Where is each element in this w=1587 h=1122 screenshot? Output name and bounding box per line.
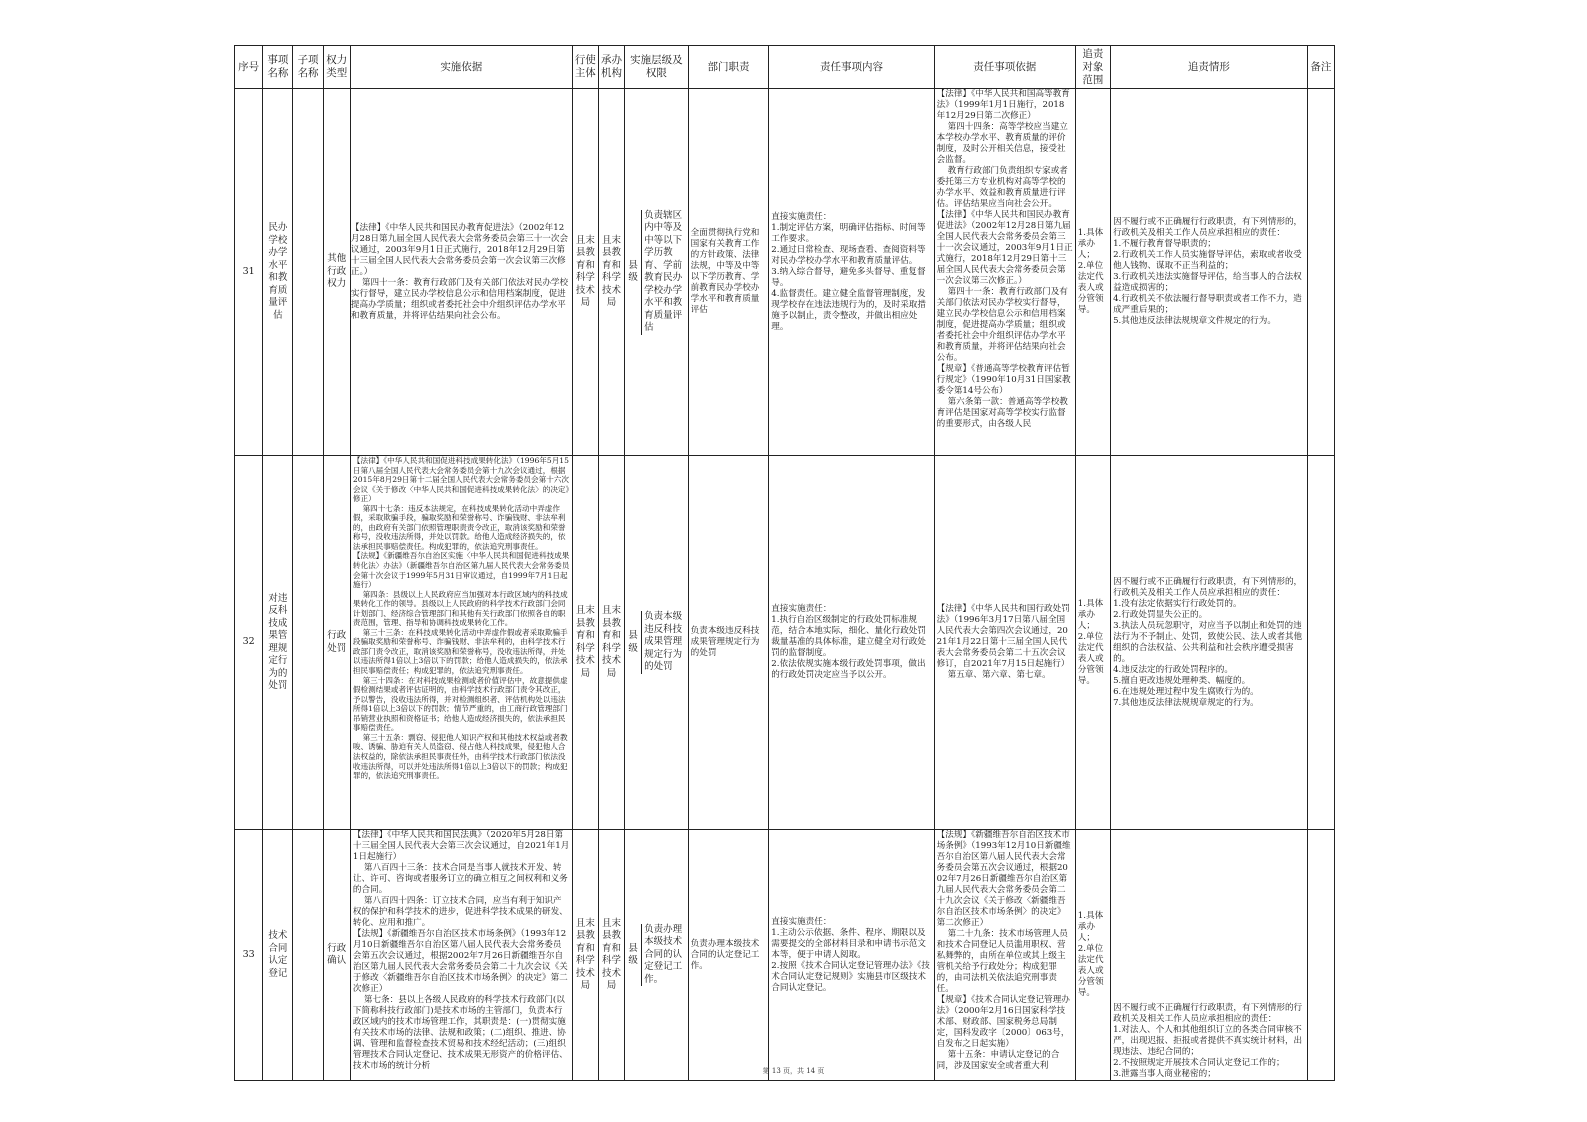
col-header-content-basis: 责任事项依据 (934, 46, 1075, 89)
handling-org: 且末县教育和科学技术局 (598, 456, 624, 830)
accountability-cases: 因不履行或不正确履行行政职责，有下列情形的，行政机关及相关工作人员应承担相应的责任： 1.不履行教育督导职责的； 2.行政机关工作人员实施督导评估，索取或者收受他人钱物、谋取不正当利益的； 3.行政机关违法实施督导评估，给当事人的合法权益造成损害的； 4.行政机关不依法履行督导职责或者工作不力，造成严重后果的； 5.其他违反法律法规规章文件规定的行为。 (1113, 217, 1303, 326)
item-name: 对违反科技成果管理规定行为的处罚 (263, 456, 293, 830)
col-header-duty: 部门职责 (688, 46, 769, 89)
table-row (235, 830, 1335, 1081)
header-row (235, 46, 1335, 89)
col-header-target: 追责对象范围 (1075, 46, 1110, 89)
responsibility-content: 直接实施责任： 1.主动公示依据、条件、程序、期限以及需要提交的全部材料目录和申请书示范文本等，便于申请人阅取。 2.按照《技术合同认定登记管理办法》《技术合同认定登记规则》实施县市区级技术合同认定登记。 (771, 916, 930, 993)
row-no: 31 (235, 89, 263, 456)
legal-basis: 【法律】《中华人民共和国促进科技成果转化法》（1996年5月15日第八届全国人民代表大会常务委员会第十九次会议通过，根据2015年8月29日第十二届全国人民代表大会常务委员会第十六次会议《关于修改〈中华人民共和国促进科技成果转化法〉的决定》修正） 第四十七条：违反本法规定，在科技成果转化活动中弄虚作假，采取欺骗手段，骗取奖励和荣誉称号、诈骗钱财、非法牟利的，由政府有关部门依照管理职责责令改正，取消该奖励和荣誉称号，没收违法所得，并处以罚款。给他人造成经济损失的，依法承担民事赔偿责任。构成犯罪的，依法追究刑事责任。 【法规】《新疆维吾尔自治区实施〈中华人民共和国促进科技成果转化法〉办法》（新疆维吾尔自治区第九届人民代表大会常务委员会第十次会议于1999年5月31日审议通过，自1999年7月1日起施行） 第四条：县级以上人民政府应当加强对本行政区域内的科技成果转化工作的领导。县级以上人民政府的科学技术行政部门会同计划部门、经济综合管理部门和其他有关行政部门依照各自的职责范围，管理、指导和协调科技成果转化工作。 第三十三条：在科技成果转化活动中弄虚作假或者采取欺骗手段骗取奖励和荣誉称号、诈骗钱财、非法牟利的，由科学技术行政部门责令改正，取消该奖励和荣誉称号，没收违法所得，并处以违法所得1倍以上3倍以下的罚款；给他人造成损失的，依法承担民事赔偿责任；构成犯罪的，依法追究刑事责任。 第三十四条：在对科技成果检测或者价值评估中，故意提供虚假检测结果或者评估证明的，由科学技术行政部门责令其改正，予以警告，没收违法所得，并对检测组织者、评估机构处以违法所得1倍以上3倍以下的罚款；情节严重的，由工商行政管理部门吊销营业执照和资格证书；给他人造成经济损失的，依法承担民事赔偿责任。 第三十五条：剽窃、侵犯他人知识产权和其他技术权益或者教唆、诱骗、胁迫有关人员盗窃、侵占他人科技成果，侵犯他人合法权益的，除依法承担民事责任外，由科学技术行政部门依法没收违法所得，可以并处违法所得1倍以上3倍以下的罚款；构成犯罪的，依法追究刑事责任。 (352, 456, 570, 781)
col-header-type: 权力类型 (323, 46, 350, 89)
responsibility-content: 直接实施责任： 1.制定评估方案，明确评估指标、时间等工作要求。 2.通过日常检查、现场查看、查阅资料等对民办学校办学水平和教育质量评估。 3.纳入综合督导，避免多头督导、重复督导。 4.监督责任。建立健全监督管理制度，发现学校存在违法违规行为的，及时采取措施予以制止，责令整改，并做出相应处理。 (771, 211, 926, 332)
executing-subject: 且末县教育和科学技术局 (572, 830, 598, 1081)
col-header-content: 责任事项内容 (769, 46, 934, 89)
col-header-sub: 子项名称 (293, 46, 323, 89)
row-no: 32 (235, 456, 263, 830)
sub-item-name (293, 830, 323, 1081)
accountability-cases: 因不履行或不正确履行行政职责，有下列情形的行政机关及相关工作人员应承担相应的责任： 1.对法人、个人和其他组织订立的各类合同审核不严，出现迟报、拒报或者提供不真实统计材料，出现违法、违纪合同的； 2.不按照规定开展技术合同认定登记工作的； 3.泄露当事人商业秘密的； (1113, 1003, 1303, 1079)
col-header-basis: 实施依据 (350, 46, 572, 89)
handling-org: 且末县教育和科学技术局 (598, 830, 624, 1081)
remark (1307, 830, 1334, 1081)
accountability-target: 1.具体承办人； 2.单位法定代表人或分管领导。 (1077, 911, 1104, 998)
col-header-subject: 行使主体 (572, 46, 598, 89)
legal-basis: 【法律】《中华人民共和国民法典》（2020年5月28日第十三届全国人民代表大会第三次会议通过，自2021年1月1日起施行） 第八百四十三条：技术合同是当事人就技术开发、转让、许可、咨询或者服务订立的确立相互之间权利和义务的合同。 第八百四十四条：订立技术合同，应当有利于知识产权的保护和科学技术的进步，促进科学技术成果的研发、转化、应用和推广。 【法规】《新疆维吾尔自治区技术市场条例》（1993年12月10日新疆维吾尔自治区第八届人民代表大会常务委员会第五次会议通过，根据2002年7月26日新疆维吾尔自治区第九届人民代表大会常务委员会第二十九次会议《关于修改〈新疆维吾尔自治区技术市场条例〉的决定》第二次修正） 第七条：县以上各级人民政府的科学技术行政部门(以下简称科技行政部门)是技术市场的主管部门，负责本行政区域内的技术市场管理工作，其职责是：(一)贯彻实施有关技术市场的法律、法规和政策；(二)组织、推进、协调、管理和监督检查技术贸易和技术经纪活动；(三)组织管理技术合同认定登记、技术成果无形资产的价格评估、技术市场的统计分析 (352, 830, 570, 1071)
handling-org: 且末县教育和科学技术局 (598, 89, 624, 456)
remark (1307, 456, 1334, 830)
col-header-no: 序号 (235, 46, 263, 89)
level: 县级 (625, 924, 642, 987)
col-header-accountability: 追责情形 (1111, 46, 1308, 89)
accountability-cases: 因不履行或不正确履行行政职责，有下列情形的，行政机关及相关工作人员应承担相应的责任： 1.没有法定依据实行行政处罚的。 2.行政处罚显失公正的。 3.执法人员玩忽职守，对应当予以制止和处罚的违法行为不予制止、处罚，致使公民、法人或者其他组织的合法权益、公共利益和社会秩序遭受损害的。 4.违反法定的行政处罚程序的。 5.擅自更改违规处理种类、幅度的。 6.在违规处理过程中发生腐败行为的。 7.其他违反法律法规规章规定的行为。 (1113, 576, 1303, 708)
authority-scope: 负责本级违反科技成果管理规定行为的处罚 (644, 611, 683, 673)
col-header-org: 承办机构 (598, 46, 624, 89)
col-header-remark: 备注 (1307, 46, 1334, 89)
sub-item-name (293, 89, 323, 456)
remark (1307, 89, 1334, 456)
level: 县级 (625, 210, 642, 335)
responsibility-content: 直接实施责任： 1.执行自治区级制定的行政处罚标准规范，结合本地实际，细化、量化行政处罚裁量基准的具体标准，建立健全对行政处罚的监督制度。 2.依法依规实施本级行政处罚事项，做出的行政处罚决定应当予以公开。 (771, 604, 926, 680)
responsibility-basis: 【法律】《中华人民共和国行政处罚法》（1996年3月17日第八届全国人民代表大会第四次会议通过，2021年1月22日第十三届全国人民代表大会常务委员会第二十五次会议修订，自2021年7月15日起施行） 第五章、第六章、第七章。 (936, 604, 1070, 680)
col-header-name: 事项名称 (263, 46, 293, 89)
executing-subject: 且末县教育和科学技术局 (572, 89, 598, 456)
level: 县级 (625, 611, 642, 674)
responsibility-basis: 【法律】《中华人民共和国高等教育法》（1999年1月1日施行，2018年12月29日第二次修正） 第四十四条：高等学校应当建立本学校办学水平、教育质量的评价制度，及时公开相关信息，接受社会监督。 教育行政部门负责组织专家或者委托第三方专业机构对高等学校的办学水平、效益和教育质量进行评估。评估结果应当向社会公开。 【法律】《中华人民共和国民办教育促进法》（2002年12月28日第九届全国人民代表大会常务委员会第三十一次会议通过，2003年9月1日正式施行，2018年12月29日第十三届全国人民代表大会常务委员会第一次会议第三次修正。） 第四十一条：教育行政部门及有关部门依法对民办学校实行督导，建立民办学校信息公示和信用档案制度，促进提高办学质量；组织或者委托社会中介组织评估办学水平和教育质量，并将评估结果向社会公布。 【规章】《普通高等学校教育评估暂行规定》（1990年10月31日国家教委令第14号公布） 第六条第一款：普通高等学校教育评估是国家对高等学校实行监督的重要形式，由各级人民 (936, 89, 1073, 429)
responsibility-table (234, 45, 1335, 1081)
row-no: 33 (235, 830, 263, 1081)
accountability-target: 1.具体承办人； 2.单位法定代表人或分管领导。 (1077, 228, 1104, 315)
table-row (235, 89, 1335, 456)
accountability-target: 1.具体承办人； 2.单位法定代表人或分管领导。 (1077, 598, 1104, 686)
col-header-level: 实施层级及权限 (625, 46, 689, 89)
responsibility-basis: 【法规】《新疆维吾尔自治区技术市场条例》（1993年12月10日新疆维吾尔自治区第八届人民代表大会常务委员会第五次会议通过，根据2002年7月26日新疆维吾尔自治区第九届人民代表大会常务委员会第二十九次会议《关于修改〈新疆维吾尔自治区技术市场条例〉的决定》第二次修正） 第二十九条：技术市场管理人员和技术合同登记人员滥用职权、营私舞弊的，由所在单位或其上级主管机关给予行政处分；构成犯罪的，由司法机关依法追究刑事责任。 【规章】《技术合同认定登记管理办法》（2000年2月16日国家科学技术部、财政部、国家税务总局制定，国科发政字〔2000〕063号，自发布之日起实施） 第十五条：申请认定登记的合同，涉及国家安全或者重大利 (936, 830, 1071, 1071)
authority-scope: 负责办理本级技术合同的认定登记工作。 (644, 923, 683, 985)
item-name: 技术合同认定登记 (263, 830, 293, 1081)
sub-item-name (293, 456, 323, 830)
power-type: 行政处罚 (323, 456, 350, 830)
power-type: 其他行政权力 (323, 89, 350, 456)
page-footer: 第 13 页，共 14 页 (762, 1067, 825, 1075)
item-name: 民办学校办学水平和教育质量评估 (263, 89, 293, 456)
dept-duty: 负责办理本级技术合同的认定登记工作。 (690, 938, 760, 971)
executing-subject: 且末县教育和科学技术局 (572, 456, 598, 830)
power-type: 行政确认 (323, 830, 350, 1081)
table-row (235, 456, 1335, 830)
dept-duty: 全面贯彻执行党和国家有关教育工作的方针政策、法律法规，中等及中等以下学历教育、学前教育民办学校办学水平和教育质量评估 (690, 228, 760, 315)
legal-basis: 【法律】《中华人民共和国民办教育促进法》（2002年12月28日第九届全国人民代表大会常务委员会第三十一次会议通过，2003年9月1日正式施行，2018年12月29日第十三届全国人民代表大会常务委员会第一次会议第三次修正。） 第四十一条：教育行政部门及有关部门依法对民办学校实行督导，建立民办学校信息公示和信用档案制度，促进提高办学质量；组织或者委托社会中介组织评估办学水平和教育质量，并将评估结果向社会公布。 (350, 222, 569, 321)
authority-scope: 负责辖区内中等及中等以下学历教育、学前教育民办学校办学水平和教育质量评估 (644, 209, 683, 333)
dept-duty: 负责本级违反科技成果管理规定行为的处罚 (690, 626, 760, 658)
